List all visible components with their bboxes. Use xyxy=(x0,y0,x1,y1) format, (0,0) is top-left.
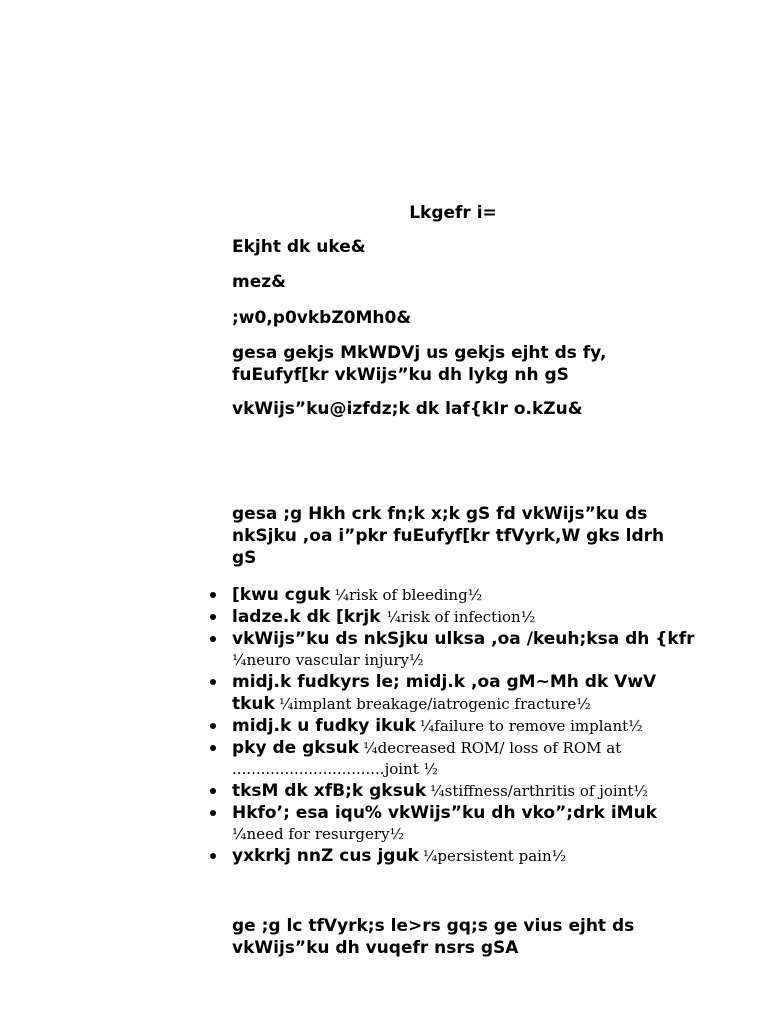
patient-name-field: Ekjht dk uke& xyxy=(232,237,366,257)
risk-english: ¼persistent pain½ xyxy=(422,847,567,865)
risk-english: ¼decreased ROM/ loss of ROM at ................................joint ½ xyxy=(232,739,622,778)
risk-english: ¼neuro vascular injury½ xyxy=(232,651,424,669)
closing-paragraph: ge ;g lc tfVyrk;s le>rs gq;s ge vius ejht ds vkWijs”ku dh vuqefr nsrs gSA xyxy=(232,916,635,958)
risk-intro-paragraph: gesa ;g Hkh crk fn;k x;k gS fd vkWijs”ku ds nkSjku ,oa i”pkr fuEufyf[kr tfVyrk,W gks ldrh gS xyxy=(232,504,665,568)
risk-hindi: [kwu cguk xyxy=(232,585,331,605)
operation-description-line: vkWijs”ku@izfdz;k dk laf{kIr o.kZu& xyxy=(232,399,583,419)
list-item xyxy=(232,628,702,671)
risk-english: ¼failure to remove implant½ xyxy=(419,717,643,735)
list-item xyxy=(232,715,702,737)
form-title: Lkgefr i= xyxy=(409,203,497,223)
list-item xyxy=(232,584,702,606)
list-item xyxy=(232,845,702,867)
uhid-field: ;w0,p0vkbZ0Mh0& xyxy=(232,308,412,328)
risk-english: ¼risk of infection½ xyxy=(386,608,536,626)
risk-list xyxy=(232,584,702,867)
risk-hindi: tksM dk xfB;k gksuk xyxy=(232,781,427,801)
risk-english: ¼implant breakage/iatrogenic fracture½ xyxy=(278,695,591,713)
intro-paragraph: gesa gekjs MkWDVj us gekjs ejht ds fy, fuEufyf[kr vkWijs”ku dh lykg nh gS xyxy=(232,343,607,385)
risk-english: ¼stiffness/arthritis of joint½ xyxy=(430,782,648,800)
risk-english: ¼risk of bleeding½ xyxy=(334,586,483,604)
risk-hindi: midj.k u fudky ikuk xyxy=(232,716,416,736)
risk-hindi: vkWijs”ku ds nkSjku ulksa ,oa /keuh;ksa dh {kfr xyxy=(232,629,695,649)
risk-english: ¼need for resurgery½ xyxy=(232,825,405,843)
list-item xyxy=(232,606,702,628)
age-field: mez& xyxy=(232,272,286,292)
list-item xyxy=(232,780,702,802)
list-item xyxy=(232,671,702,715)
risk-hindi: ladze.k dk [krjk xyxy=(232,607,387,627)
risk-hindi: midj.k fudkyrs le; midj.k ,oa gM~Mh dk VwV tkuk xyxy=(232,672,657,714)
list-item xyxy=(232,737,702,780)
risk-hindi: yxkrkj nnZ cus jguk xyxy=(232,846,419,866)
list-item xyxy=(232,802,702,845)
risk-hindi: pky de gksuk xyxy=(232,738,360,758)
risk-hindi: Hkfo’; esa iqu% vkWijs”ku dh vko”;drk iMuk xyxy=(232,803,657,823)
